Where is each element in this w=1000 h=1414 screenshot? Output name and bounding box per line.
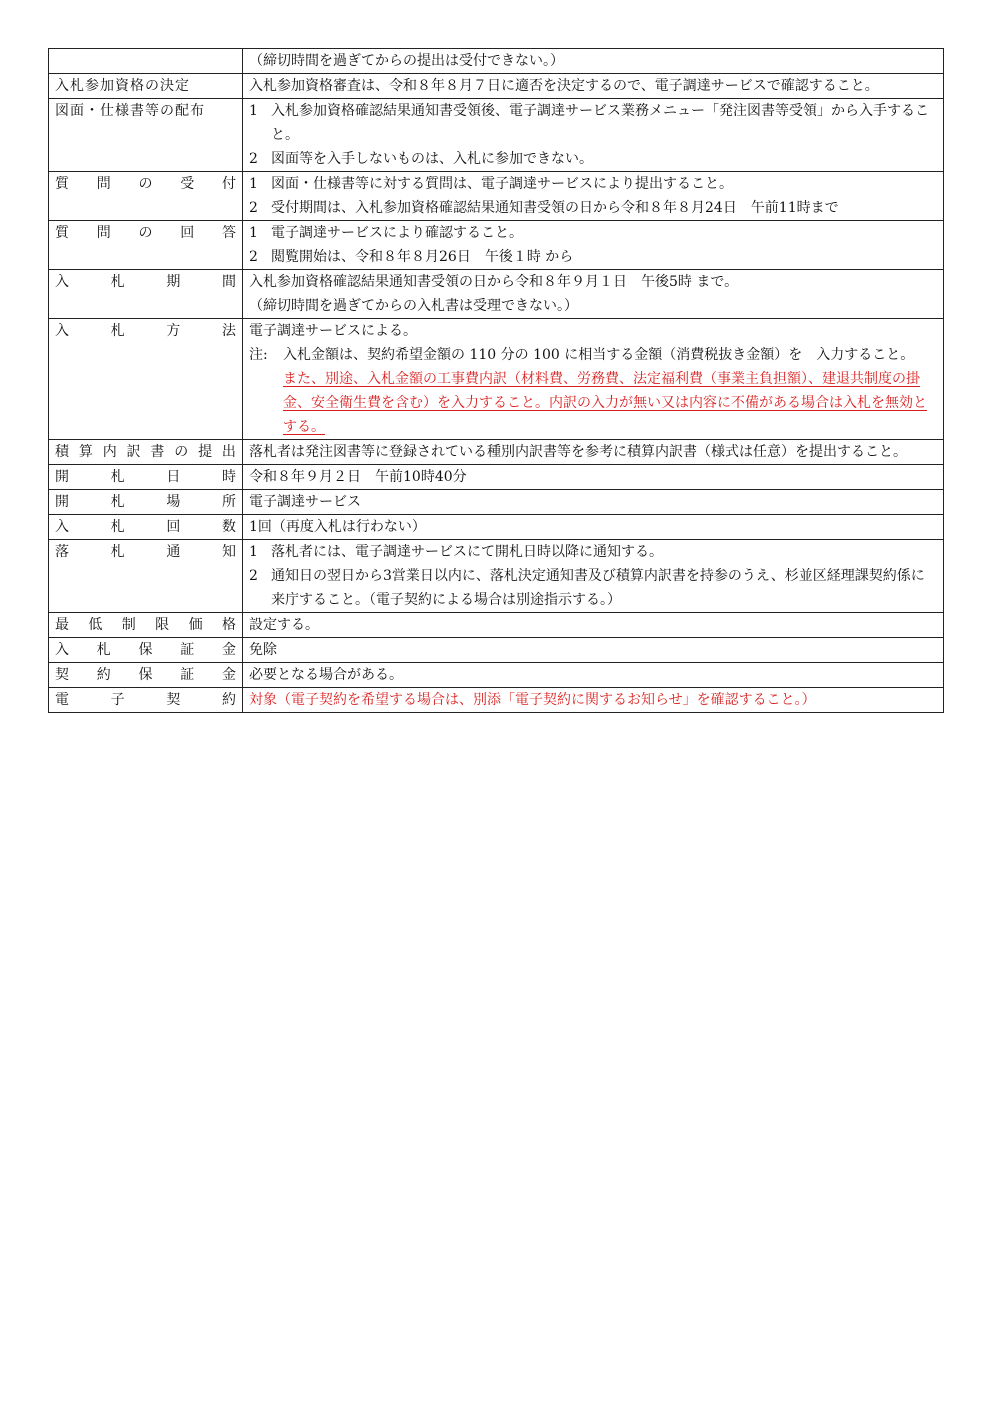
row-value bbox=[243, 221, 944, 270]
label-char: 質 bbox=[55, 176, 69, 192]
label-char: の bbox=[138, 176, 153, 192]
label-char: 札 bbox=[110, 519, 125, 535]
value-line: 令和８年９月２日 午前10時40分 bbox=[249, 469, 467, 485]
label-char: 契 bbox=[55, 667, 69, 683]
label-char: 通 bbox=[166, 544, 181, 560]
label-char: 保 bbox=[138, 642, 153, 658]
row-label-text bbox=[55, 515, 236, 539]
row-value bbox=[243, 99, 944, 172]
value-line: （締切時間を過ぎてからの入札書は受理できない。） bbox=[249, 298, 578, 314]
table-row bbox=[49, 465, 944, 490]
label-char: 約 bbox=[221, 692, 236, 708]
row-label-text bbox=[55, 440, 236, 464]
row-label-blank bbox=[49, 49, 243, 74]
label-char: 入 bbox=[55, 274, 69, 290]
note: 注: 入札金額は、契約希望金額の 110 分の 100 に相当する金額（消費税抜き金額）を 入力すること。 bbox=[249, 347, 915, 363]
label-char: 入 bbox=[55, 323, 69, 339]
label-char: 札 bbox=[110, 469, 125, 485]
label-char: 札 bbox=[110, 494, 125, 510]
label-char: の bbox=[174, 444, 189, 460]
row-label bbox=[49, 490, 243, 515]
table-row bbox=[49, 99, 944, 172]
row-value bbox=[243, 172, 944, 221]
label-char: 開 bbox=[55, 494, 69, 510]
list-item: 2 受付期間は、入札参加資格確認結果通知書受領の日から令和８年８月24日 午前11時まで bbox=[249, 200, 839, 216]
label-char: 最 bbox=[55, 617, 69, 633]
label-char: 方 bbox=[166, 323, 181, 339]
label-char: 入 bbox=[55, 642, 69, 658]
label-char: 期 bbox=[166, 274, 181, 290]
label-char: 時 bbox=[221, 469, 236, 485]
label-char: 数 bbox=[221, 519, 236, 535]
table-row bbox=[49, 490, 944, 515]
label-char: 子 bbox=[110, 692, 125, 708]
label-char: 開 bbox=[55, 469, 69, 485]
label-char: 電 bbox=[55, 692, 69, 708]
label-char: 受 bbox=[180, 176, 195, 192]
row-label-text bbox=[55, 613, 236, 637]
label-char: 札 bbox=[110, 274, 125, 290]
row-value bbox=[243, 440, 944, 465]
value-line: 電子調達サービスによる。 bbox=[249, 323, 417, 339]
label-char: 契 bbox=[166, 692, 181, 708]
table-row bbox=[49, 440, 944, 465]
row-value bbox=[243, 663, 944, 688]
row-label bbox=[49, 663, 243, 688]
row-label-text bbox=[55, 688, 236, 712]
label-char: 制 bbox=[121, 617, 136, 633]
row-label bbox=[49, 638, 243, 663]
list-item: 2 閲覧開始は、令和８年８月26日 午後１時 から bbox=[249, 249, 574, 265]
row-label-text bbox=[55, 540, 236, 564]
bid-info-table bbox=[48, 48, 944, 713]
row-label-text bbox=[55, 221, 236, 245]
row-label-text bbox=[55, 638, 236, 662]
label-char: 札 bbox=[110, 323, 125, 339]
row-value bbox=[243, 613, 944, 638]
row-value bbox=[243, 540, 944, 613]
warning-text: 対象（電子契約を希望する場合は、別添「電子契約に関するお知らせ」を確認すること。） bbox=[249, 692, 816, 708]
value-line: 入札参加資格確認結果通知書受領の日から令和８年９月１日 午後5時 まで。 bbox=[249, 274, 739, 290]
label-char: 問 bbox=[96, 225, 111, 241]
value-line: 設定する。 bbox=[249, 617, 319, 633]
label-char: 問 bbox=[96, 176, 111, 192]
label-char: 金 bbox=[222, 667, 236, 683]
row-value bbox=[243, 74, 944, 99]
row-label-text bbox=[55, 270, 236, 294]
list-item: 1 電子調達サービスにより確認すること。 bbox=[249, 225, 523, 241]
warning-text: また、別途、入札金額の工事費内訳（材料費、労務費、法定福利費（事業主負担額）、建退共制度の掛金、安全衛生費を含む）を入力すること。内訳の入力が無い又は内容に不備がある場合は入札を無効とする。 bbox=[283, 371, 927, 435]
row-label bbox=[49, 540, 243, 613]
row-label-text bbox=[55, 172, 236, 196]
value-line: 免除 bbox=[249, 642, 277, 658]
row-label: 図面・仕様書等の配布 bbox=[49, 99, 243, 172]
row-label bbox=[49, 440, 243, 465]
row-label bbox=[49, 172, 243, 221]
row-label-text bbox=[55, 319, 236, 343]
table-row bbox=[49, 74, 944, 99]
label-char: 内 bbox=[102, 444, 117, 460]
label-char: 法 bbox=[221, 323, 236, 339]
label-char: 訳 bbox=[126, 444, 141, 460]
table-row bbox=[49, 270, 944, 319]
row-label bbox=[49, 688, 243, 713]
value-line: 落札者は発注図書等に登録されている種別内訳書等を参考に積算内訳書（様式は任意）を提出すること。 bbox=[249, 444, 907, 460]
table-row bbox=[49, 515, 944, 540]
label-char: 間 bbox=[221, 274, 236, 290]
table-row bbox=[49, 663, 944, 688]
row-label bbox=[49, 270, 243, 319]
row-value bbox=[243, 270, 944, 319]
table-row bbox=[49, 49, 944, 74]
row-value bbox=[243, 465, 944, 490]
row-label bbox=[49, 221, 243, 270]
list-item: 2 通知日の翌日から3営業日以内に、落札決定通知書及び積算内訳書を持参のうえ、杉並区経理課契約係に来庁すること。（電子契約による場合は別途指示する。） bbox=[249, 568, 925, 608]
label-char: 保 bbox=[138, 667, 153, 683]
table-row bbox=[49, 688, 944, 713]
label-char: 答 bbox=[222, 225, 236, 241]
label-char: 提 bbox=[198, 444, 213, 460]
table-row bbox=[49, 172, 944, 221]
label-char: 札 bbox=[96, 642, 111, 658]
row-label bbox=[49, 465, 243, 490]
label-char: 算 bbox=[78, 444, 93, 460]
row-label bbox=[49, 515, 243, 540]
label-char: 約 bbox=[96, 667, 111, 683]
label-char: 積 bbox=[55, 444, 69, 460]
value-line: 電子調達サービス bbox=[249, 494, 361, 510]
row-value bbox=[243, 319, 944, 440]
row-label: 入札参加資格の決定 bbox=[49, 74, 243, 99]
table-row bbox=[49, 319, 944, 440]
row-value bbox=[243, 638, 944, 663]
row-label bbox=[49, 319, 243, 440]
list-item: 1 落札者には、電子調達サービスにて開札日時以降に通知する。 bbox=[249, 544, 663, 560]
label-char: 金 bbox=[222, 642, 236, 658]
label-char: 出 bbox=[221, 444, 236, 460]
label-char: 日 bbox=[166, 469, 181, 485]
table-row bbox=[49, 638, 944, 663]
label-char: 回 bbox=[180, 225, 195, 241]
label-char: の bbox=[138, 225, 153, 241]
label-char: 所 bbox=[221, 494, 236, 510]
label-char: 回 bbox=[166, 519, 181, 535]
row-label bbox=[49, 613, 243, 638]
value-line: 1回（再度入札は行わない） bbox=[249, 519, 426, 535]
value-line: （締切時間を過ぎてからの提出は受付できない。） bbox=[249, 53, 564, 69]
row-value bbox=[243, 515, 944, 540]
label-char: 質 bbox=[55, 225, 69, 241]
row-label-text bbox=[55, 465, 236, 489]
table-row bbox=[49, 221, 944, 270]
label-char: 知 bbox=[221, 544, 236, 560]
label-char: 格 bbox=[221, 617, 236, 633]
label-char: 限 bbox=[155, 617, 170, 633]
row-value bbox=[243, 49, 944, 74]
label-char: 価 bbox=[188, 617, 203, 633]
label-char: 書 bbox=[150, 444, 165, 460]
row-label-text bbox=[55, 490, 236, 514]
label-char: 入 bbox=[55, 519, 69, 535]
label-char: 証 bbox=[180, 667, 195, 683]
label-char: 証 bbox=[180, 642, 195, 658]
label-char: 低 bbox=[88, 617, 103, 633]
row-value bbox=[243, 688, 944, 713]
label-char: 付 bbox=[222, 176, 236, 192]
table-row bbox=[49, 540, 944, 613]
label-char: 落 bbox=[55, 544, 69, 560]
label-char: 場 bbox=[166, 494, 181, 510]
value-line: 入札参加資格審査は、令和８年８月７日に適否を決定するので、電子調達サービスで確認すること。 bbox=[249, 78, 879, 94]
row-value bbox=[243, 490, 944, 515]
list-item: 1 入札参加資格確認結果通知書受領後、電子調達サービス業務メニュー「発注図書等受領」から入手すること。 bbox=[249, 103, 929, 143]
table-row bbox=[49, 613, 944, 638]
list-item: 2 図面等を入手しないものは、入札に参加できない。 bbox=[249, 151, 593, 167]
label-char: 札 bbox=[110, 544, 125, 560]
row-label-text bbox=[55, 663, 236, 687]
value-line: 必要となる場合がある。 bbox=[249, 667, 403, 683]
list-item: 1 図面・仕様書等に対する質問は、電子調達サービスにより提出すること。 bbox=[249, 176, 733, 192]
